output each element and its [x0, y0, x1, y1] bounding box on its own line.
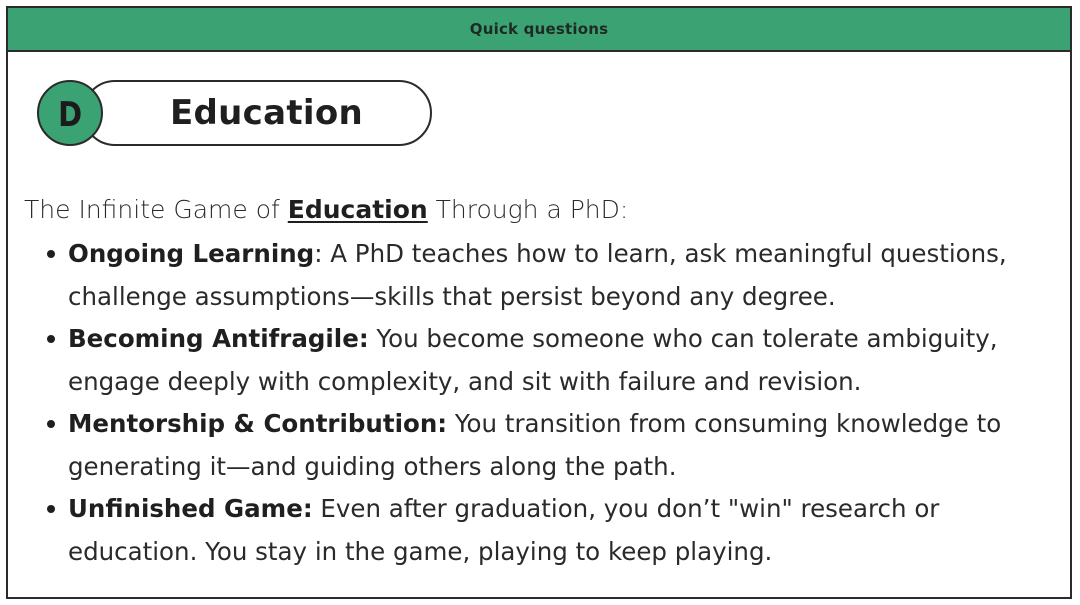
bullet-dot-icon: [47, 250, 55, 258]
bullet-term: Unfinished Game:: [68, 494, 313, 523]
bullet-dot-icon: [47, 420, 55, 428]
bullet-list: [24, 233, 1064, 573]
bullet-ongoing-learning: [24, 233, 1064, 318]
bullet-mentorship-contribution: [24, 403, 1064, 488]
header-title: Quick questions: [469, 20, 609, 38]
bullet-text: You become someone who can tolerate ambiguity, engage deeply with complexity, and sit with failure and revision.: [68, 324, 998, 396]
slide-frame: [6, 6, 1072, 599]
section-title: Education: [170, 93, 364, 133]
bullet-dot-icon: [47, 505, 55, 513]
bullet-term: Mentorship & Contribution:: [68, 409, 448, 438]
bullet-text: You transition from consuming knowledge to generating it—and guiding others along the path.: [68, 409, 1002, 481]
section-badge: [37, 80, 103, 146]
bullet-dot-icon: [47, 335, 55, 343]
intro-text-before: The Infinite Game of: [24, 195, 288, 224]
content-body: [24, 191, 1064, 573]
bullet-term: Becoming Antifragile:: [68, 324, 369, 353]
bullet-term: Ongoing Learning: [68, 239, 315, 268]
section-badge-letter: D: [57, 95, 82, 135]
intro-emphasis: Education: [287, 195, 428, 224]
bullet-unfinished-game: [24, 488, 1064, 573]
bullet-text: : A PhD teaches how to learn, ask meaningful questions, challenge assumptions—skills that persist beyond any degree.: [68, 239, 1007, 311]
header-bar: [8, 8, 1070, 52]
bullet-text: Even after graduation, you don’t "win" research or education. You stay in the game, playing to keep playing.: [68, 494, 940, 566]
intro-line: [24, 191, 1064, 229]
intro-text-after: Through a PhD:: [427, 195, 629, 224]
bullet-becoming-antifragile: [24, 318, 1064, 403]
section-title-pill: [82, 80, 432, 146]
